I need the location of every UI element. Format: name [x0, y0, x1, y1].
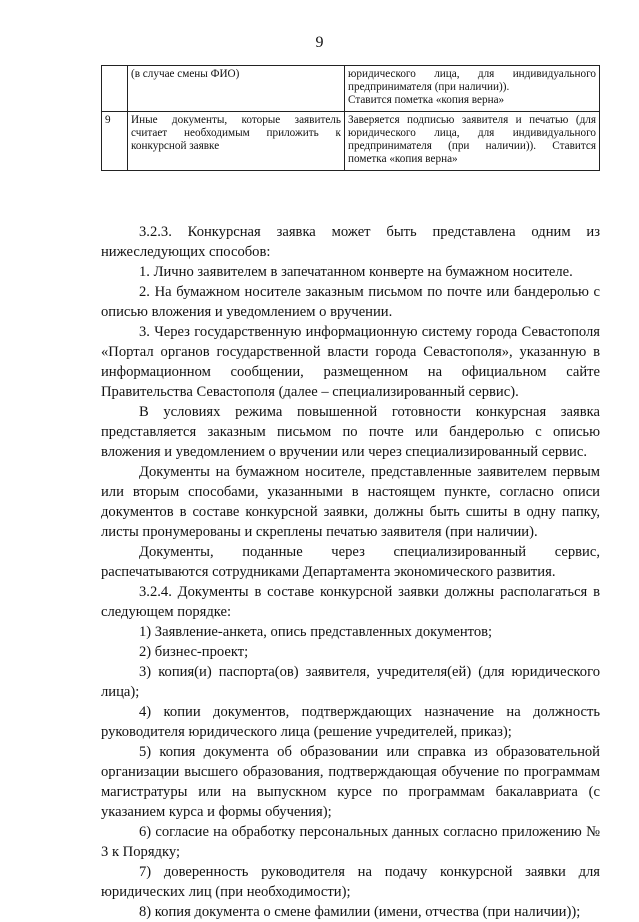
list-item: 7) доверенность руководителя на подачу конкурсной заявки для юридических лиц (при необходимости);: [101, 864, 600, 900]
certification-requirement: [345, 66, 600, 112]
paragraph: 3.2.3. Конкурсная заявка может быть представлена одним из нижеследующих способов:: [101, 224, 600, 260]
certification-text: юридического лица, для индивидуального предпринимателя (при наличии)).: [348, 68, 596, 93]
document-body: [101, 222, 600, 922]
table-row: [102, 66, 600, 112]
certification-requirement: [345, 112, 600, 171]
list-item: 1) Заявление-анкета, опись представленных документов;: [139, 624, 493, 640]
document-name: Иные документы, которые заявитель считает необходимым приложить к конкурсной заявке: [128, 112, 345, 171]
documents-table: [101, 65, 600, 171]
paragraph: 3. Через государственную информационную систему города Севастополя «Портал органов государственной власти города Севастополя», указанную в информационном сообщении, размещенном на официальном сайте Правительства Севастополя (далее – специализированный сервис).: [101, 324, 600, 400]
certification-text: Заверяется подписью заявителя и печатью (для юридического лица, для индивидуального предпринимателя (при наличии)). Ставится пометка «копия верна»: [348, 114, 596, 165]
list-item: 8) копия документа о смене фамилии (имени, отчества (при наличии));: [139, 904, 581, 920]
paragraph: Документы, поданные через специализированный сервис, распечатываются сотрудниками Департамента экономического развития.: [101, 544, 600, 580]
page-number: 9: [315, 34, 324, 51]
list-item: 6) согласие на обработку персональных данных согласно приложению № 3 к Порядку;: [101, 824, 600, 860]
certification-text: Ставится пометка «копия верна»: [348, 94, 505, 106]
paragraph: Документы на бумажном носителе, представленные заявителем первым или вторым способами, указанными в настоящем пункте, согласно описи документов в составе конкурсной заявки, должны быть сшиты в одну папку, листы пронумерованы и скреплены печатью заявителя (при наличии).: [101, 464, 600, 540]
list-item: 2) бизнес-проект;: [139, 644, 249, 660]
list-item: 4) копии документов, подтверждающих назначение на должность руководителя юридического лица (решение учредителей, приказ);: [101, 704, 600, 740]
list-item: 5) копия документа об образовании или справка из образовательной организации высшего образования, подтверждающая обучение по программам магистратуры или на выпускном курсе по программам бакалавриата (с указанием курса и формы обучения);: [101, 744, 600, 820]
row-number: 9: [102, 112, 128, 171]
paragraph: 2. На бумажном носителе заказным письмом по почте или бандеролью с описью вложения и уведомлением о вручении.: [101, 284, 600, 320]
document-name: (в случае смены ФИО): [128, 66, 345, 112]
row-number: [102, 66, 128, 112]
list-item: 3) копия(и) паспорта(ов) заявителя, учредителя(ей) (для юридического лица);: [101, 664, 600, 700]
paragraph: 1. Лично заявителем в запечатанном конверте на бумажном носителе.: [139, 264, 573, 280]
paragraph: В условиях режима повышенной готовности конкурсная заявка представляется заказным письмом по почте или бандеролью с описью вложения и уведомлением о вручении или через специализированный сервис.: [101, 404, 600, 460]
paragraph: 3.2.4. Документы в составе конкурсной заявки должны располагаться в следующем порядке:: [101, 584, 600, 620]
table-row: [102, 112, 600, 171]
